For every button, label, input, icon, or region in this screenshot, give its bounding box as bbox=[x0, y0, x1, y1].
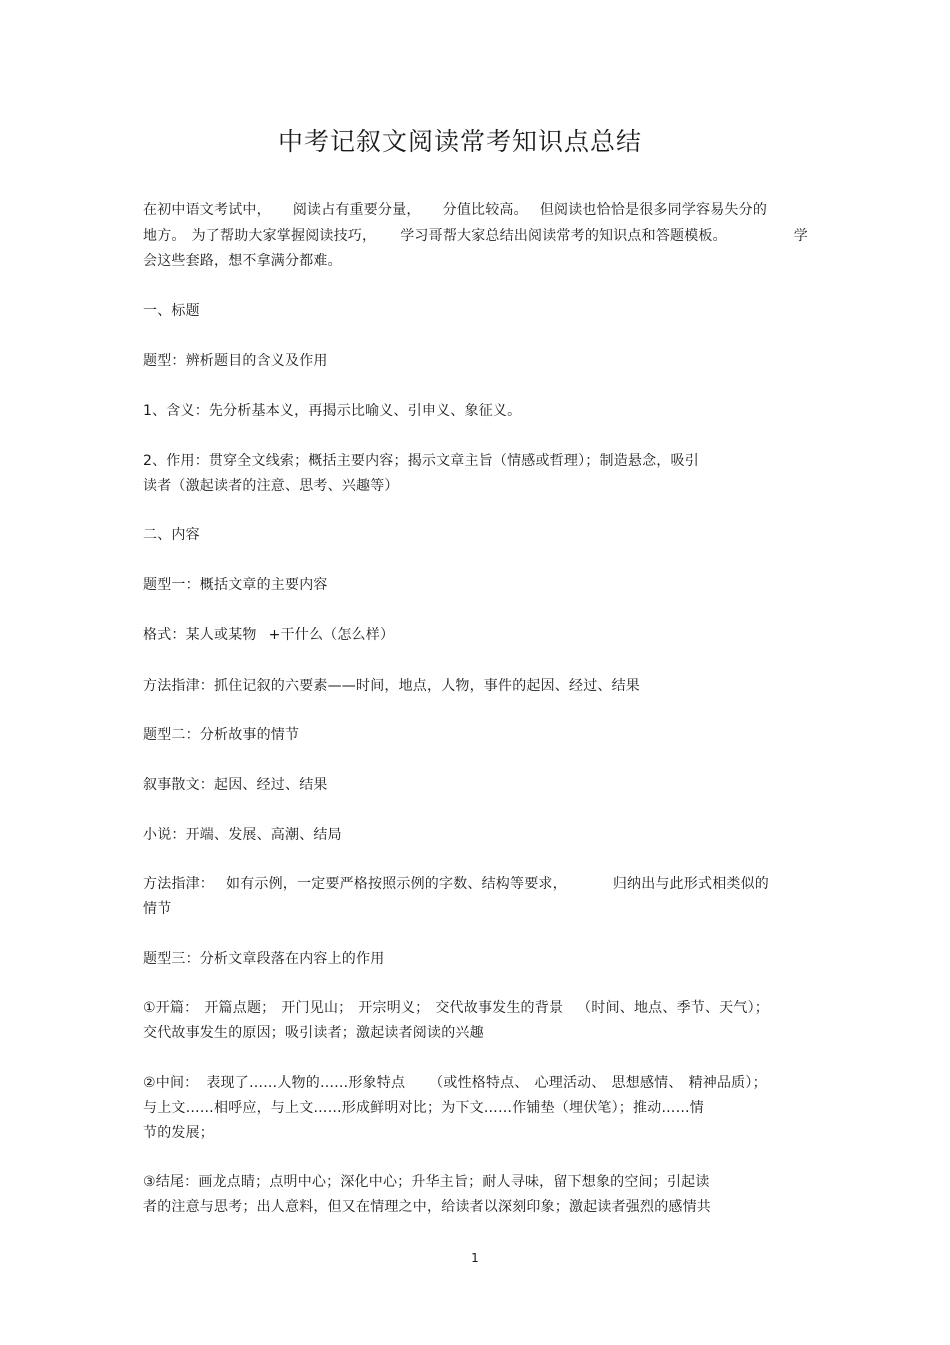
section-1-function-line-1: 2、作用：贯穿全文线索；概括主要内容；揭示文章主旨（情感或哲理）；制造悬念，吸引 bbox=[143, 453, 699, 469]
middle-line-1 bbox=[143, 1073, 808, 1093]
middle-line-2: 与上文……相呼应，与上文……形成鲜明对比；为下文……作铺垫（埋伏笔）；推动……情 bbox=[143, 1100, 704, 1116]
middle-text: 心理活动、 bbox=[534, 1075, 606, 1091]
intro-line-2 bbox=[143, 226, 808, 246]
intro-text: 为了帮助大家掌握阅读技巧， bbox=[191, 228, 377, 244]
section-2-heading: 二、内容 bbox=[143, 527, 200, 543]
narrative-prose: 叙事散文：起因、经过、结果 bbox=[143, 777, 328, 793]
page-number: 1 bbox=[471, 1251, 479, 1265]
opening-line-1 bbox=[143, 998, 808, 1018]
opening-text: 开宗明义； bbox=[358, 1000, 430, 1016]
method-text: 方法指津： bbox=[143, 876, 214, 892]
opening-line-2: 交代故事发生的原因；吸引读者；激起读者阅读的兴趣 bbox=[143, 1025, 484, 1041]
method-guide-2-line-1 bbox=[143, 874, 808, 894]
question-type-2: 题型二：分析故事的情节 bbox=[143, 727, 300, 743]
intro-text: 但阅读也恰恰是很多同学容易失分的 bbox=[539, 202, 768, 218]
middle-text: 精神品质）； bbox=[688, 1075, 767, 1091]
ending-line-1: ③结尾：画龙点睛；点明中心；深化中心；升华主旨；耐人寻味，留下想象的空间；引起读 bbox=[143, 1174, 710, 1190]
ending-line-2: 者的注意与思考；出人意料，但又在情理之中，给读者以深刻印象；激起读者强烈的感情共 bbox=[143, 1199, 711, 1215]
middle-text: 思想感情、 bbox=[611, 1075, 683, 1091]
middle-line-3: 节的发展； bbox=[143, 1125, 214, 1141]
opening-text: （时间、地点、季节、天气）； bbox=[577, 1000, 769, 1016]
method-text: 如有示例，一定要严格按照示例的字数、结构等要求， bbox=[226, 876, 567, 892]
question-type-3: 题型三：分析文章段落在内容上的作用 bbox=[143, 951, 385, 967]
method-guide-1: 方法指津：抓住记叙的六要素——时间，地点，人物，事件的起因、经过、结果 bbox=[143, 678, 640, 694]
intro-text: 学习哥帮大家总结出阅读常考的知识点和答题模板。 bbox=[400, 228, 727, 244]
opening-text: ①开篇： bbox=[143, 1000, 199, 1016]
intro-line-3: 会这些套路，想不拿满分都难。 bbox=[143, 253, 342, 269]
novel: 小说：开端、发展、高潮、结局 bbox=[143, 827, 342, 843]
intro-text: 在初中语文考试中， bbox=[143, 202, 271, 218]
opening-text: 开篇点题； bbox=[204, 1000, 276, 1016]
intro-text: 阅读占有重要分量， bbox=[292, 202, 421, 218]
opening-text: 交代故事发生的背景 bbox=[435, 1000, 564, 1016]
document-title: 中考记叙文阅读常考知识点总结 bbox=[277, 127, 642, 156]
format-text: 格式：某人或某物 bbox=[143, 627, 257, 643]
question-type-1: 题型一：概括文章的主要内容 bbox=[143, 577, 328, 593]
section-1-meaning: 1、含义：先分析基本义，再揭示比喻义、引申义、象征义。 bbox=[143, 403, 522, 419]
middle-text: （或性格特点、 bbox=[429, 1075, 529, 1091]
middle-text: 表现了……人物的……形象特点 bbox=[206, 1075, 406, 1091]
middle-text: ②中间： bbox=[143, 1075, 199, 1091]
method-guide-2-line-2: 情节 bbox=[143, 901, 172, 917]
section-1-question-type: 题型：辨析题目的含义及作用 bbox=[143, 353, 328, 369]
format-text: +干什么（怎么样） bbox=[268, 627, 395, 643]
intro-line-1 bbox=[143, 200, 808, 220]
section-1-function-line-2: 读者（激起读者的注意、思考、兴趣等） bbox=[143, 478, 399, 494]
method-text: 归纳出与此形式相类似的 bbox=[612, 876, 770, 892]
format-line bbox=[143, 625, 808, 645]
section-1-heading: 一、标题 bbox=[143, 303, 200, 319]
intro-text: 地方。 bbox=[143, 228, 186, 244]
intro-text: 分值比较高。 bbox=[442, 202, 528, 218]
opening-text: 开门见山； bbox=[281, 1000, 353, 1016]
intro-text: 学 bbox=[793, 228, 808, 244]
